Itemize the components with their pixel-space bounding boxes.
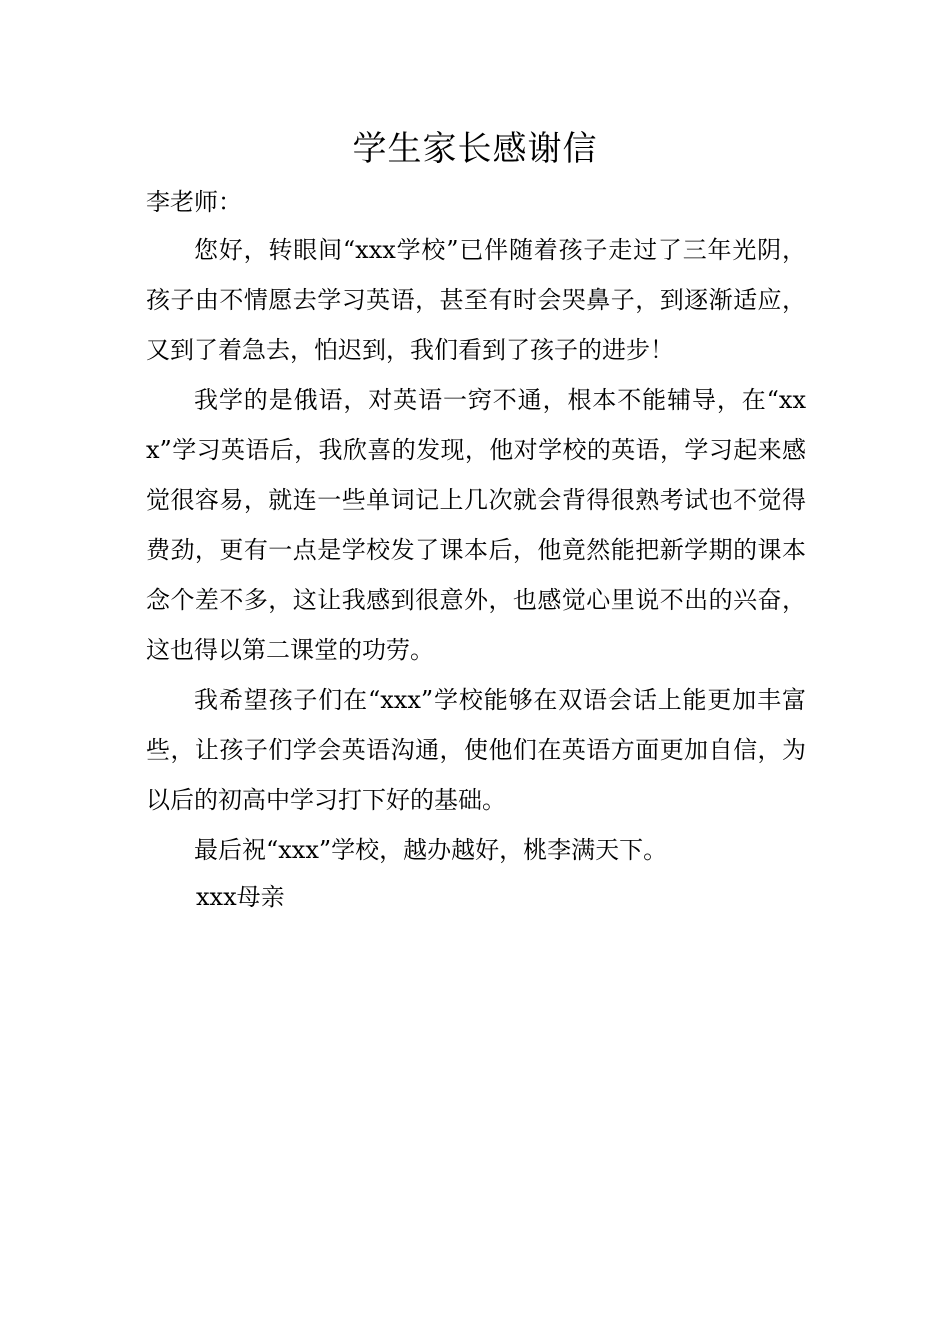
letter-paragraph: 最后祝“xxx”学校，越办越好，桃李满天下。 <box>194 836 668 864</box>
letter-paragraph: 您好，转眼间“xxx学校”已伴随着孩子走过了三年光阴，孩子由不情愿去学习英语，甚至有时会哭鼻子，到逐渐适应，又到了着急去，怕迟到，我们看到了孩子的进步！ <box>146 236 806 364</box>
letter-paragraph: 我希望孩子们在“xxx”学校能够在双语会话上能更加丰富些，让孩子们学会英语沟通，使他们在英语方面更加自信，为以后的初高中学习打下好的基础。 <box>146 686 806 814</box>
letter-title: 学生家长感谢信 <box>352 129 598 169</box>
letter-paragraph: 我学的是俄语，对英语一窍不通，根本不能辅导，在“xxx”学习英语后，我欣喜的发现，他对学校的英语，学习起来感觉很容易，就连一些单词记上几次就会背得很熟考试也不觉得费劲，更有一点是学校发了课本后，他竟然能把新学期的课本念个差不多，这让我感到很意外，也感觉心里说不出的兴奋，这也得以第二课堂的功劳。 <box>146 386 806 664</box>
letter-body <box>146 225 806 875</box>
letter-salutation: 李老师： <box>146 188 242 216</box>
letter-signature: xxx母亲 <box>196 883 285 911</box>
